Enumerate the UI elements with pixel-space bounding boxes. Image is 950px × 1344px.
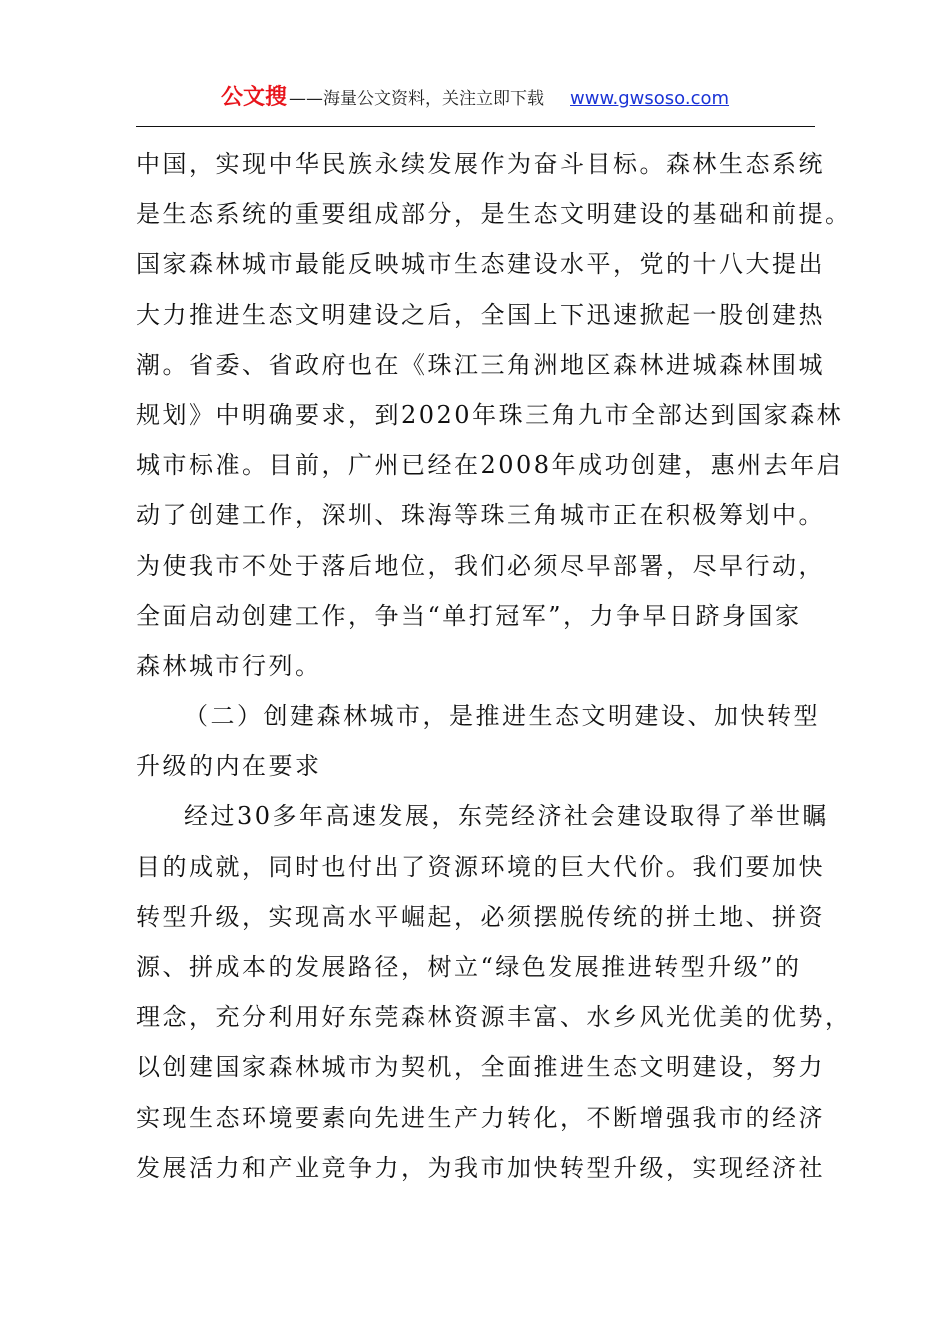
text-line: 以创建国家森林城市为契机，全面推进生态文明建设，努力: [136, 1053, 825, 1082]
text-line: 潮。省委、省政府也在《珠江三角洲地区森林进城森林围城: [136, 350, 825, 379]
section-heading-line: （二）创建森林城市，是推进生态文明建设、加快转型: [184, 702, 820, 731]
text-line: 国家森林城市最能反映城市生态建设水平，党的十八大提出: [136, 250, 825, 279]
document-body: [136, 139, 852, 1193]
brand-logo-text: 公文搜: [220, 85, 287, 110]
text-line: 理念，充分利用好东莞森林资源丰富、水乡风光优美的优势，: [136, 1003, 852, 1032]
page-header: [0, 80, 950, 111]
text-line: 实现生态环境要素向先进生产力转化，不断增强我市的经济: [136, 1103, 825, 1132]
text-line: 城市标准。目前，广州已经在2008年成功创建，惠州去年启: [136, 451, 844, 480]
text-line: 动了创建工作，深圳、珠海等珠三角城市正在积极筹划中。: [136, 501, 825, 530]
text-line: 是生态系统的重要组成部分，是生态文明建设的基础和前提。: [136, 200, 852, 229]
text-line: 为使我市不处于落后地位，我们必须尽早部署，尽早行动，: [136, 551, 825, 580]
text-line: 源、拼成本的发展路径，树立“绿色发展推进转型升级”的: [136, 953, 802, 981]
text-line: 经过30多年高速发展，东莞经济社会建设取得了举世瞩: [184, 802, 830, 831]
text-line: 森林城市行列。: [136, 651, 322, 680]
website-link[interactable]: www.gwsoso.com: [570, 88, 730, 109]
text-line: 规划》中明确要求，到2020年珠三角九市全部达到国家森林: [136, 400, 844, 429]
text-line: 全面启动创建工作，争当“单打冠军”，力争早日跻身国家: [136, 601, 802, 630]
header-divider: [136, 126, 815, 127]
header-slogan: ——海量公文资料，关注立即下载: [289, 89, 544, 109]
text-line: 中国，实现中华民族永续发展作为奋斗目标。森林生态系统: [136, 150, 825, 178]
text-line: 转型升级，实现高水平崛起，必须摆脱传统的拼土地、拼资: [136, 902, 825, 931]
text-line: 大力推进生态文明建设之后，全国上下迅速掀起一股创建热: [136, 300, 825, 329]
text-line: 目的成就，同时也付出了资源环境的巨大代价。我们要加快: [136, 852, 825, 881]
text-line: 发展活力和产业竞争力，为我市加快转型升级，实现经济社: [136, 1153, 825, 1182]
section-heading-line: 升级的内在要求: [136, 752, 322, 781]
